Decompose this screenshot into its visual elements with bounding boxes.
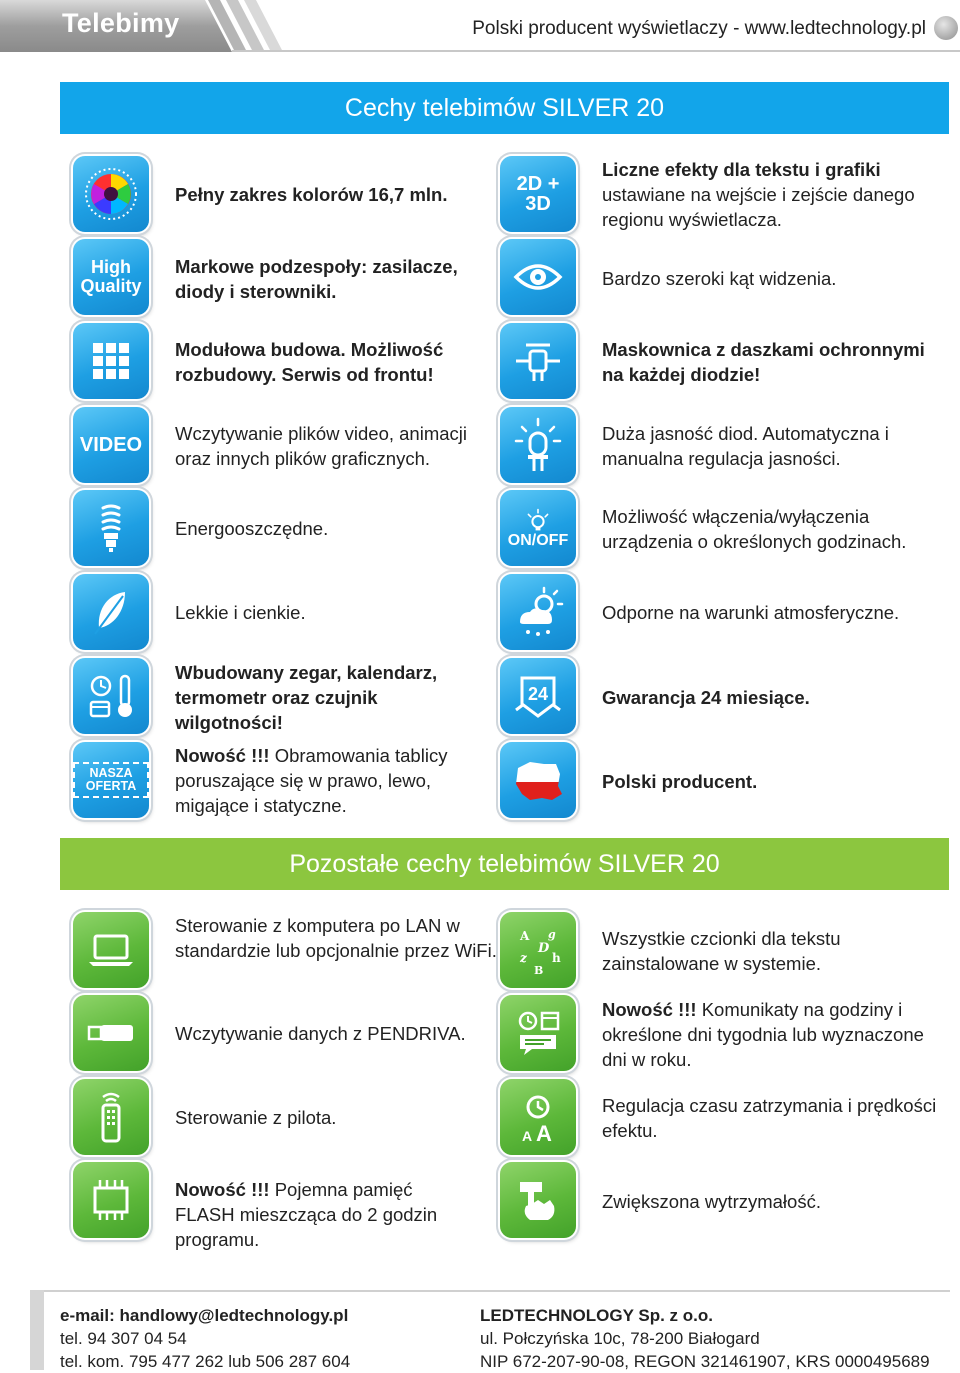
svg-text:24: 24 <box>527 684 549 704</box>
footer-contact <box>60 1304 350 1373</box>
feature-text: Sterowanie z komputera po LAN w standardzie lub opcjonalnie przez WiFi. <box>175 915 497 961</box>
poland-map-icon <box>500 742 576 818</box>
fonts-icon <box>500 912 576 988</box>
remote-control-icon <box>73 1079 149 1155</box>
feature-text: Energooszczędne. <box>175 518 329 539</box>
footer-company <box>480 1304 930 1373</box>
led-brightness-icon <box>500 407 576 483</box>
feature-text: Nowość !!! Pojemna pamięć FLASH mieszcząca do 2 godzin programu. <box>175 1179 438 1250</box>
feature-text: Polski producent. <box>602 771 758 792</box>
2d-3d-icon: 2D + 3D <box>500 156 576 232</box>
feature-text: Nowość !!! Komunikaty na godziny i określone dni tygodnia lub wyznaczone dni w roku. <box>602 999 924 1070</box>
footer-registry: NIP 672-207-90-08, REGON 321461907, KRS 0000495689 <box>480 1352 930 1371</box>
feature-text: Nowość !!! Obramowania tablicy poruszające się w prawo, lewo, migające i statyczne. <box>175 745 448 816</box>
header-circle-icon <box>934 16 958 40</box>
section-title-other: Pozostałe cechy telebimów SILVER 20 <box>60 838 949 890</box>
feature-text: Markowe podzespoły: zasilacze, diody i sterowniki. <box>175 256 458 302</box>
video-icon: VIDEO <box>73 407 149 483</box>
svg-text:D: D <box>538 941 550 956</box>
hammer-hand-icon <box>500 1162 576 1238</box>
feature-text: Wszystkie czcionki dla tekstu zainstalowane w systemie. <box>602 928 841 974</box>
nasza-oferta-icon: NASZA OFERTA <box>73 742 149 818</box>
svg-text:A: A <box>522 1128 533 1144</box>
feature-text: Lekkie i cienkie. <box>175 602 306 623</box>
svg-text:z: z <box>520 951 527 965</box>
header-tagline: Polski producent wyświetlaczy - www.ledtechnology.pl <box>472 18 926 39</box>
footer-mobile: tel. kom. 795 477 262 lub 506 287 604 <box>60 1352 351 1371</box>
feature-text: Zwiększona wytrzymałość. <box>602 1191 821 1212</box>
feature-text: Wbudowany zegar, kalendarz, termometr oraz czujnik wilgotności! <box>175 662 438 733</box>
footer-email[interactable]: e-mail: handlowy@ledtechnology.pl <box>60 1306 349 1325</box>
footer-phone: tel. 94 307 04 54 <box>60 1329 187 1348</box>
feature-text: Modułowa budowa. Możliwość rozbudowy. Serwis od frontu! <box>175 339 444 385</box>
feature-text: Możliwość włączenia/wyłączenia urządzenia o określonych godzinach. <box>602 506 907 552</box>
header-divider <box>232 50 960 52</box>
feature-text: Gwarancja 24 miesiące. <box>602 687 810 708</box>
eye-icon <box>500 239 576 315</box>
section-title-main: Cechy telebimów SILVER 20 <box>60 82 949 134</box>
brand-title: Telebimy <box>62 8 180 38</box>
new-badge: Nowość !!! <box>175 745 270 766</box>
feature-text: Duża jasność diod. Automatyczna i manualna regulacja jasności. <box>602 423 889 469</box>
footer-address: ul. Połczyńska 10c, 78-200 Białogard <box>480 1329 760 1348</box>
feature-text: Wczytywanie danych z PENDRIVA. <box>175 1023 466 1044</box>
feature-text: Odporne na warunki atmosferyczne. <box>602 602 900 623</box>
high-quality-icon: High Quality <box>73 239 149 315</box>
modular-grid-icon <box>73 323 149 399</box>
feature-text: Regulacja czasu zatrzymania i prędkości efektu. <box>602 1095 937 1141</box>
footer-company-name: LEDTECHNOLOGY Sp. z o.o. <box>480 1306 713 1325</box>
feature-text: Pełny zakres kolorów 16,7 mln. <box>175 184 448 205</box>
feather-icon <box>73 574 149 650</box>
header-stripes <box>200 0 290 52</box>
warranty-24-icon <box>500 658 576 734</box>
on-off-icon: ON/OFF <box>500 490 576 566</box>
svg-text:A: A <box>520 929 530 943</box>
speed-timer-icon <box>500 1079 576 1155</box>
feature-text: Liczne efekty dla tekstu i grafiki ustawiane na wejście i zejście danego regionu wyświetlacza. <box>602 159 915 230</box>
footer-divider <box>30 1290 950 1292</box>
clock-thermometer-icon <box>73 658 149 734</box>
memory-chip-icon <box>73 1162 149 1238</box>
usb-drive-icon <box>73 995 149 1071</box>
energy-bulb-icon <box>73 490 149 566</box>
svg-text:h: h <box>552 951 561 965</box>
feature-text: Wczytywanie plików video, animacji oraz innych plików graficznych. <box>175 423 467 469</box>
svg-text:B: B <box>534 964 544 977</box>
svg-text:A: A <box>536 1121 552 1146</box>
new-badge: Nowość !!! <box>602 999 697 1020</box>
feature-text: Bardzo szeroki kąt widzenia. <box>602 268 837 289</box>
footer-accent <box>30 1290 44 1370</box>
feature-text: Sterowanie z pilota. <box>175 1107 337 1128</box>
page-header <box>0 0 960 54</box>
led-visor-icon <box>500 323 576 399</box>
weather-icon <box>500 574 576 650</box>
feature-text: Maskownica z daszkami ochronnymi na każdej diodzie! <box>602 339 925 385</box>
color-wheel-icon <box>73 156 149 232</box>
svg-text:g: g <box>548 928 556 941</box>
laptop-icon <box>73 912 149 988</box>
new-badge: Nowość !!! <box>175 1179 270 1200</box>
clock-calendar-message-icon <box>500 995 576 1071</box>
